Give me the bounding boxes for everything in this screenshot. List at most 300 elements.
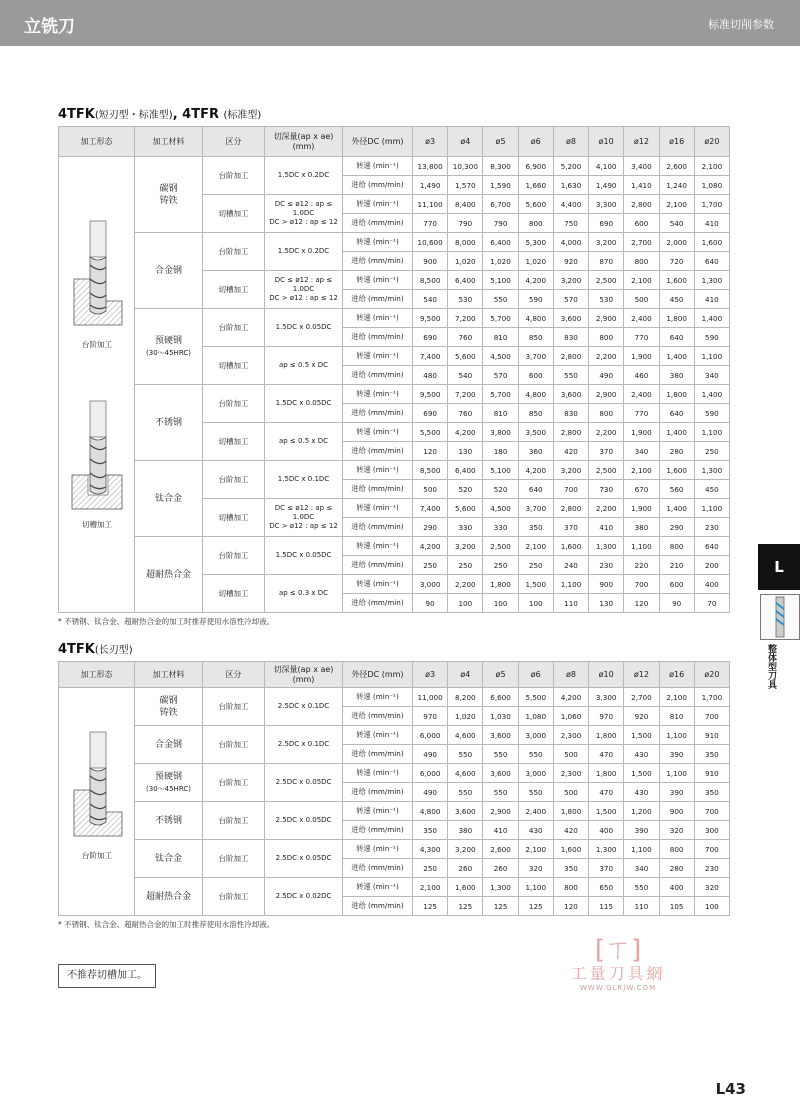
table-row [59, 309, 730, 328]
feed-value: 970 [413, 707, 448, 726]
speed-value: 800 [553, 878, 588, 897]
table-row [59, 233, 730, 252]
speed-value: 2,100 [413, 878, 448, 897]
feed-value: 120 [624, 594, 659, 613]
feed-value: 340 [624, 442, 659, 461]
speed-label: 转速 (min⁻¹) [343, 309, 413, 328]
speed-value: 1,600 [448, 878, 483, 897]
material-name: 预硬钢 [154, 335, 182, 346]
table-row [59, 764, 730, 783]
feed-value: 460 [624, 366, 659, 385]
feed-value: 1,020 [483, 252, 518, 271]
feed-value: 125 [413, 897, 448, 916]
speed-value: 2,200 [589, 499, 624, 518]
feed-value: 640 [694, 252, 729, 271]
feed-value: 1,240 [659, 176, 694, 195]
feed-value: 1,490 [589, 176, 624, 195]
speed-value: 3,500 [518, 423, 553, 442]
material-name: 预硬钢 [154, 771, 182, 782]
speed-value: 2,200 [589, 423, 624, 442]
speed-label: 转速 (min⁻¹) [343, 347, 413, 366]
material-cell [135, 233, 203, 309]
feed-value: 1,020 [518, 252, 553, 271]
feed-value: 600 [518, 366, 553, 385]
depth-of-cut: 2.5DC x 0.1DC [265, 688, 343, 726]
feed-value: 420 [553, 821, 588, 840]
depth-of-cut: ap ≤ 0.3 x DC [265, 575, 343, 613]
col-form-header: 加工形态 [59, 127, 135, 157]
speed-value: 2,700 [624, 233, 659, 252]
diameter-header: ø3 [413, 662, 448, 688]
feed-value: 110 [553, 594, 588, 613]
feed-label: 进给 (mm/min) [343, 290, 413, 309]
cutting-table-long [58, 661, 730, 916]
diameter-header: ø12 [624, 127, 659, 157]
speed-value: 5,500 [413, 423, 448, 442]
diameter-header: ø5 [483, 662, 518, 688]
feed-value: 300 [694, 821, 729, 840]
diameter-header: ø5 [483, 127, 518, 157]
speed-value: 1,500 [624, 726, 659, 745]
page-number: L43 [715, 1080, 746, 1098]
feed-value: 350 [553, 859, 588, 878]
feed-value: 130 [589, 594, 624, 613]
speed-value: 1,400 [659, 423, 694, 442]
table-row [59, 878, 730, 897]
speed-value: 1,700 [694, 688, 729, 707]
speed-value: 2,800 [553, 423, 588, 442]
material-cell [135, 878, 203, 916]
speed-value: 3,200 [448, 537, 483, 556]
step-illustration [62, 217, 132, 350]
operation-type: 台阶加工 [203, 157, 265, 195]
speed-value: 1,400 [659, 347, 694, 366]
feed-value: 500 [553, 745, 588, 764]
diameter-header: ø8 [553, 662, 588, 688]
feed-value: 125 [518, 897, 553, 916]
feed-value: 790 [483, 214, 518, 233]
speed-value: 1,800 [659, 309, 694, 328]
illustration-cell [59, 157, 135, 613]
feed-label: 进给 (mm/min) [343, 594, 413, 613]
speed-value: 3,000 [413, 575, 448, 594]
speed-value: 1,900 [624, 499, 659, 518]
speed-value: 4,200 [553, 688, 588, 707]
speed-value: 9,500 [413, 385, 448, 404]
col-diameter-header: 外径DC (mm) [343, 662, 413, 688]
speed-value: 2,500 [589, 461, 624, 480]
feed-value: 330 [448, 518, 483, 537]
speed-value: 3,200 [448, 840, 483, 859]
feed-value: 590 [694, 328, 729, 347]
speed-value: 3,400 [624, 157, 659, 176]
feed-value: 210 [659, 556, 694, 575]
speed-value: 700 [694, 840, 729, 859]
speed-value: 2,800 [624, 195, 659, 214]
speed-value: 6,400 [483, 233, 518, 252]
diameter-header: ø6 [518, 127, 553, 157]
speed-value: 1,500 [518, 575, 553, 594]
feed-value: 550 [518, 783, 553, 802]
speed-value: 700 [624, 575, 659, 594]
speed-label: 转速 (min⁻¹) [343, 878, 413, 897]
feed-value: 370 [589, 442, 624, 461]
speed-value: 6,000 [413, 726, 448, 745]
cutting-table-standard [58, 126, 730, 613]
feed-value: 540 [448, 366, 483, 385]
speed-value: 11,000 [413, 688, 448, 707]
depth-of-cut: 1.5DC x 0.2DC [265, 233, 343, 271]
feed-value: 350 [413, 821, 448, 840]
feed-value: 100 [448, 594, 483, 613]
speed-value: 1,300 [589, 537, 624, 556]
operation-type: 台阶加工 [203, 461, 265, 499]
col-material-header: 加工材料 [135, 662, 203, 688]
feed-value: 550 [483, 745, 518, 764]
speed-value: 3,200 [589, 233, 624, 252]
speed-value: 8,500 [413, 461, 448, 480]
speed-value: 800 [659, 840, 694, 859]
feed-value: 1,020 [448, 707, 483, 726]
step-illustration [62, 728, 132, 861]
feed-value: 1,030 [483, 707, 518, 726]
feed-value: 450 [694, 480, 729, 499]
depth-of-cut: ap ≤ 0.5 x DC [265, 347, 343, 385]
feed-value: 760 [448, 404, 483, 423]
speed-value: 6,400 [448, 271, 483, 290]
speed-value: 2,300 [553, 726, 588, 745]
speed-value: 3,300 [589, 195, 624, 214]
section-tab-letter[interactable]: L [758, 544, 800, 590]
col-form-header: 加工形态 [59, 662, 135, 688]
feed-value: 90 [413, 594, 448, 613]
diameter-header: ø4 [448, 127, 483, 157]
feed-value: 700 [694, 707, 729, 726]
col-material-header: 加工材料 [135, 127, 203, 157]
material-cell [135, 688, 203, 726]
speed-value: 1,900 [624, 347, 659, 366]
material-cell [135, 157, 203, 233]
slot-illustration [62, 397, 132, 530]
speed-value: 1,800 [553, 802, 588, 821]
feed-value: 500 [553, 783, 588, 802]
speed-value: 8,500 [413, 271, 448, 290]
feed-label: 进给 (mm/min) [343, 707, 413, 726]
feed-value: 290 [659, 518, 694, 537]
feed-value: 530 [589, 290, 624, 309]
speed-value: 2,300 [553, 764, 588, 783]
feed-value: 770 [624, 328, 659, 347]
speed-value: 2,500 [483, 537, 518, 556]
feed-value: 600 [624, 214, 659, 233]
speed-value: 2,100 [659, 195, 694, 214]
speed-label: 转速 (min⁻¹) [343, 461, 413, 480]
feed-value: 350 [694, 745, 729, 764]
material-hardness: (30～45HRC) [146, 784, 191, 793]
table-row [59, 461, 730, 480]
speed-value: 320 [694, 878, 729, 897]
speed-value: 8,300 [483, 157, 518, 176]
diameter-header: ø4 [448, 662, 483, 688]
feed-value: 220 [624, 556, 659, 575]
feed-value: 800 [589, 328, 624, 347]
feed-value: 560 [659, 480, 694, 499]
feed-value: 420 [553, 442, 588, 461]
feed-value: 350 [694, 783, 729, 802]
feed-value: 810 [483, 328, 518, 347]
speed-value: 7,200 [448, 385, 483, 404]
feed-value: 920 [553, 252, 588, 271]
feed-value: 800 [624, 252, 659, 271]
feed-value: 750 [553, 214, 588, 233]
speed-value: 8,000 [448, 233, 483, 252]
feed-value: 230 [694, 518, 729, 537]
step-caption: 台阶加工 [82, 851, 112, 860]
feed-value: 105 [659, 897, 694, 916]
speed-value: 2,800 [553, 499, 588, 518]
feed-value: 370 [553, 518, 588, 537]
feed-value: 1,630 [553, 176, 588, 195]
material-cell [135, 309, 203, 385]
table-row [59, 688, 730, 707]
diameter-header: ø16 [659, 127, 694, 157]
feed-value: 360 [518, 442, 553, 461]
feed-value: 1,080 [694, 176, 729, 195]
feed-value: 350 [518, 518, 553, 537]
speed-label: 转速 (min⁻¹) [343, 271, 413, 290]
speed-value: 1,400 [694, 309, 729, 328]
feed-value: 380 [659, 366, 694, 385]
speed-value: 1,600 [553, 537, 588, 556]
slotting-endmill-icon [62, 397, 132, 517]
speed-value: 5,300 [518, 233, 553, 252]
feed-value: 250 [694, 442, 729, 461]
feed-value: 770 [413, 214, 448, 233]
feed-label: 进给 (mm/min) [343, 821, 413, 840]
depth-of-cut: 2.5DC x 0.1DC [265, 726, 343, 764]
page-category: 标准切削参数 [708, 18, 774, 31]
feed-value: 260 [483, 859, 518, 878]
material-name: 合金钢 [154, 739, 182, 750]
diameter-header: ø20 [694, 662, 729, 688]
speed-value: 4,500 [483, 347, 518, 366]
speed-value: 10,300 [448, 157, 483, 176]
operation-type: 台阶加工 [203, 878, 265, 916]
feed-value: 120 [413, 442, 448, 461]
speed-value: 2,900 [483, 802, 518, 821]
feed-value: 230 [694, 859, 729, 878]
feed-value: 830 [553, 404, 588, 423]
feed-value: 590 [518, 290, 553, 309]
speed-value: 2,200 [589, 347, 624, 366]
feed-value: 430 [624, 783, 659, 802]
speed-value: 4,800 [518, 385, 553, 404]
feed-value: 1,590 [483, 176, 518, 195]
operation-type: 台阶加工 [203, 537, 265, 575]
feed-value: 570 [483, 366, 518, 385]
illustration-cell [59, 688, 135, 916]
endmill-tab-icon [760, 594, 800, 640]
speed-value: 1,800 [659, 385, 694, 404]
feed-value: 200 [694, 556, 729, 575]
feed-value: 250 [413, 556, 448, 575]
feed-value: 640 [659, 404, 694, 423]
feed-value: 410 [589, 518, 624, 537]
feed-label: 进给 (mm/min) [343, 518, 413, 537]
speed-value: 2,100 [518, 840, 553, 859]
table-row [59, 840, 730, 859]
feed-value: 230 [589, 556, 624, 575]
speed-value: 5,600 [518, 195, 553, 214]
material-cell [135, 537, 203, 613]
speed-value: 4,600 [448, 726, 483, 745]
material-cell [135, 461, 203, 537]
speed-label: 转速 (min⁻¹) [343, 726, 413, 745]
speed-value: 910 [694, 764, 729, 783]
speed-value: 1,100 [624, 537, 659, 556]
depth-of-cut: DC ≤ ø12 : ap ≤ 1.0DC DC > ø12 : ap ≤ 12 [265, 499, 343, 537]
feed-value: 280 [659, 859, 694, 878]
page-header [0, 0, 800, 46]
step-caption: 台阶加工 [82, 340, 112, 349]
no-slotting-notice: 不推荐切槽加工。 [58, 964, 156, 988]
speed-value: 1,400 [694, 385, 729, 404]
speed-label: 转速 (min⁻¹) [343, 423, 413, 442]
col-depth-header: 切深量(ap x ae) (mm) [265, 662, 343, 688]
material-cell [135, 840, 203, 878]
feed-value: 250 [518, 556, 553, 575]
feed-value: 1,020 [448, 252, 483, 271]
diameter-header: ø20 [694, 127, 729, 157]
feed-value: 1,570 [448, 176, 483, 195]
depth-of-cut: DC ≤ ø12 : ap ≤ 1.0DC DC > ø12 : ap ≤ 12 [265, 271, 343, 309]
feed-value: 1,080 [518, 707, 553, 726]
material-hardness: (30～45HRC) [146, 348, 191, 357]
feed-value: 770 [624, 404, 659, 423]
speed-value: 2,100 [659, 688, 694, 707]
operation-type: 台阶加工 [203, 802, 265, 840]
shoulder-endmill-icon [62, 728, 132, 848]
speed-value: 4,600 [448, 764, 483, 783]
speed-value: 1,100 [518, 878, 553, 897]
speed-value: 6,400 [448, 461, 483, 480]
col-depth-header: 切深量(ap x ae) (mm) [265, 127, 343, 157]
speed-value: 7,200 [448, 309, 483, 328]
feed-value: 320 [659, 821, 694, 840]
speed-value: 3,300 [589, 688, 624, 707]
feed-value: 410 [694, 290, 729, 309]
feed-label: 进给 (mm/min) [343, 214, 413, 233]
speed-value: 910 [694, 726, 729, 745]
feed-value: 690 [589, 214, 624, 233]
material-name: 碳钢 铸铁 [159, 695, 178, 718]
material-cell [135, 385, 203, 461]
speed-value: 1,300 [483, 878, 518, 897]
side-tab-label: 整体型刀具 [766, 644, 776, 689]
speed-value: 700 [694, 802, 729, 821]
depth-of-cut: 2.5DC x 0.05DC [265, 840, 343, 878]
feed-value: 115 [589, 897, 624, 916]
feed-value: 800 [589, 404, 624, 423]
feed-value: 130 [448, 442, 483, 461]
feed-value: 540 [413, 290, 448, 309]
slot-caption: 切槽加工 [82, 520, 112, 529]
speed-value: 9,500 [413, 309, 448, 328]
feed-value: 290 [413, 518, 448, 537]
feed-value: 810 [483, 404, 518, 423]
speed-value: 1,100 [694, 423, 729, 442]
watermark: [ㄒ] 工量刀具網 WWW.GLRJW.COM [528, 936, 708, 992]
feed-value: 490 [413, 745, 448, 764]
speed-value: 1,800 [589, 764, 624, 783]
material-name: 超耐热合金 [145, 891, 191, 902]
diameter-header: ø6 [518, 662, 553, 688]
feed-value: 1,060 [553, 707, 588, 726]
speed-value: 1,300 [694, 271, 729, 290]
feed-value: 550 [483, 783, 518, 802]
feed-value: 810 [659, 707, 694, 726]
feed-value: 790 [448, 214, 483, 233]
diameter-header: ø10 [589, 127, 624, 157]
speed-label: 转速 (min⁻¹) [343, 537, 413, 556]
feed-value: 430 [518, 821, 553, 840]
operation-type: 台阶加工 [203, 385, 265, 423]
speed-value: 2,100 [624, 461, 659, 480]
material-cell [135, 726, 203, 764]
speed-value: 1,300 [694, 461, 729, 480]
speed-value: 3,200 [553, 461, 588, 480]
feed-value: 590 [694, 404, 729, 423]
speed-label: 转速 (min⁻¹) [343, 195, 413, 214]
speed-value: 1,100 [553, 575, 588, 594]
feed-value: 180 [483, 442, 518, 461]
speed-label: 转速 (min⁻¹) [343, 840, 413, 859]
speed-label: 转速 (min⁻¹) [343, 688, 413, 707]
feed-label: 进给 (mm/min) [343, 897, 413, 916]
operation-type: 切槽加工 [203, 499, 265, 537]
feed-value: 530 [448, 290, 483, 309]
speed-value: 6,600 [483, 688, 518, 707]
feed-value: 380 [448, 821, 483, 840]
speed-value: 3,600 [483, 764, 518, 783]
feed-value: 280 [659, 442, 694, 461]
speed-value: 4,200 [518, 461, 553, 480]
speed-value: 8,200 [448, 688, 483, 707]
speed-value: 550 [624, 878, 659, 897]
feed-value: 330 [483, 518, 518, 537]
material-name: 合金钢 [154, 265, 182, 276]
feed-value: 640 [518, 480, 553, 499]
operation-type: 台阶加工 [203, 726, 265, 764]
speed-value: 3,600 [483, 726, 518, 745]
feed-value: 900 [413, 252, 448, 271]
feed-value: 850 [518, 404, 553, 423]
operation-type: 台阶加工 [203, 840, 265, 878]
speed-value: 5,100 [483, 461, 518, 480]
feed-label: 进给 (mm/min) [343, 783, 413, 802]
speed-value: 1,800 [589, 726, 624, 745]
speed-value: 2,100 [518, 537, 553, 556]
feed-value: 490 [413, 783, 448, 802]
speed-value: 6,900 [518, 157, 553, 176]
speed-value: 5,100 [483, 271, 518, 290]
speed-value: 1,100 [694, 347, 729, 366]
speed-value: 4,800 [518, 309, 553, 328]
speed-value: 4,500 [483, 499, 518, 518]
speed-value: 2,400 [624, 385, 659, 404]
depth-of-cut: 2.5DC x 0.05DC [265, 764, 343, 802]
material-cell [135, 764, 203, 802]
